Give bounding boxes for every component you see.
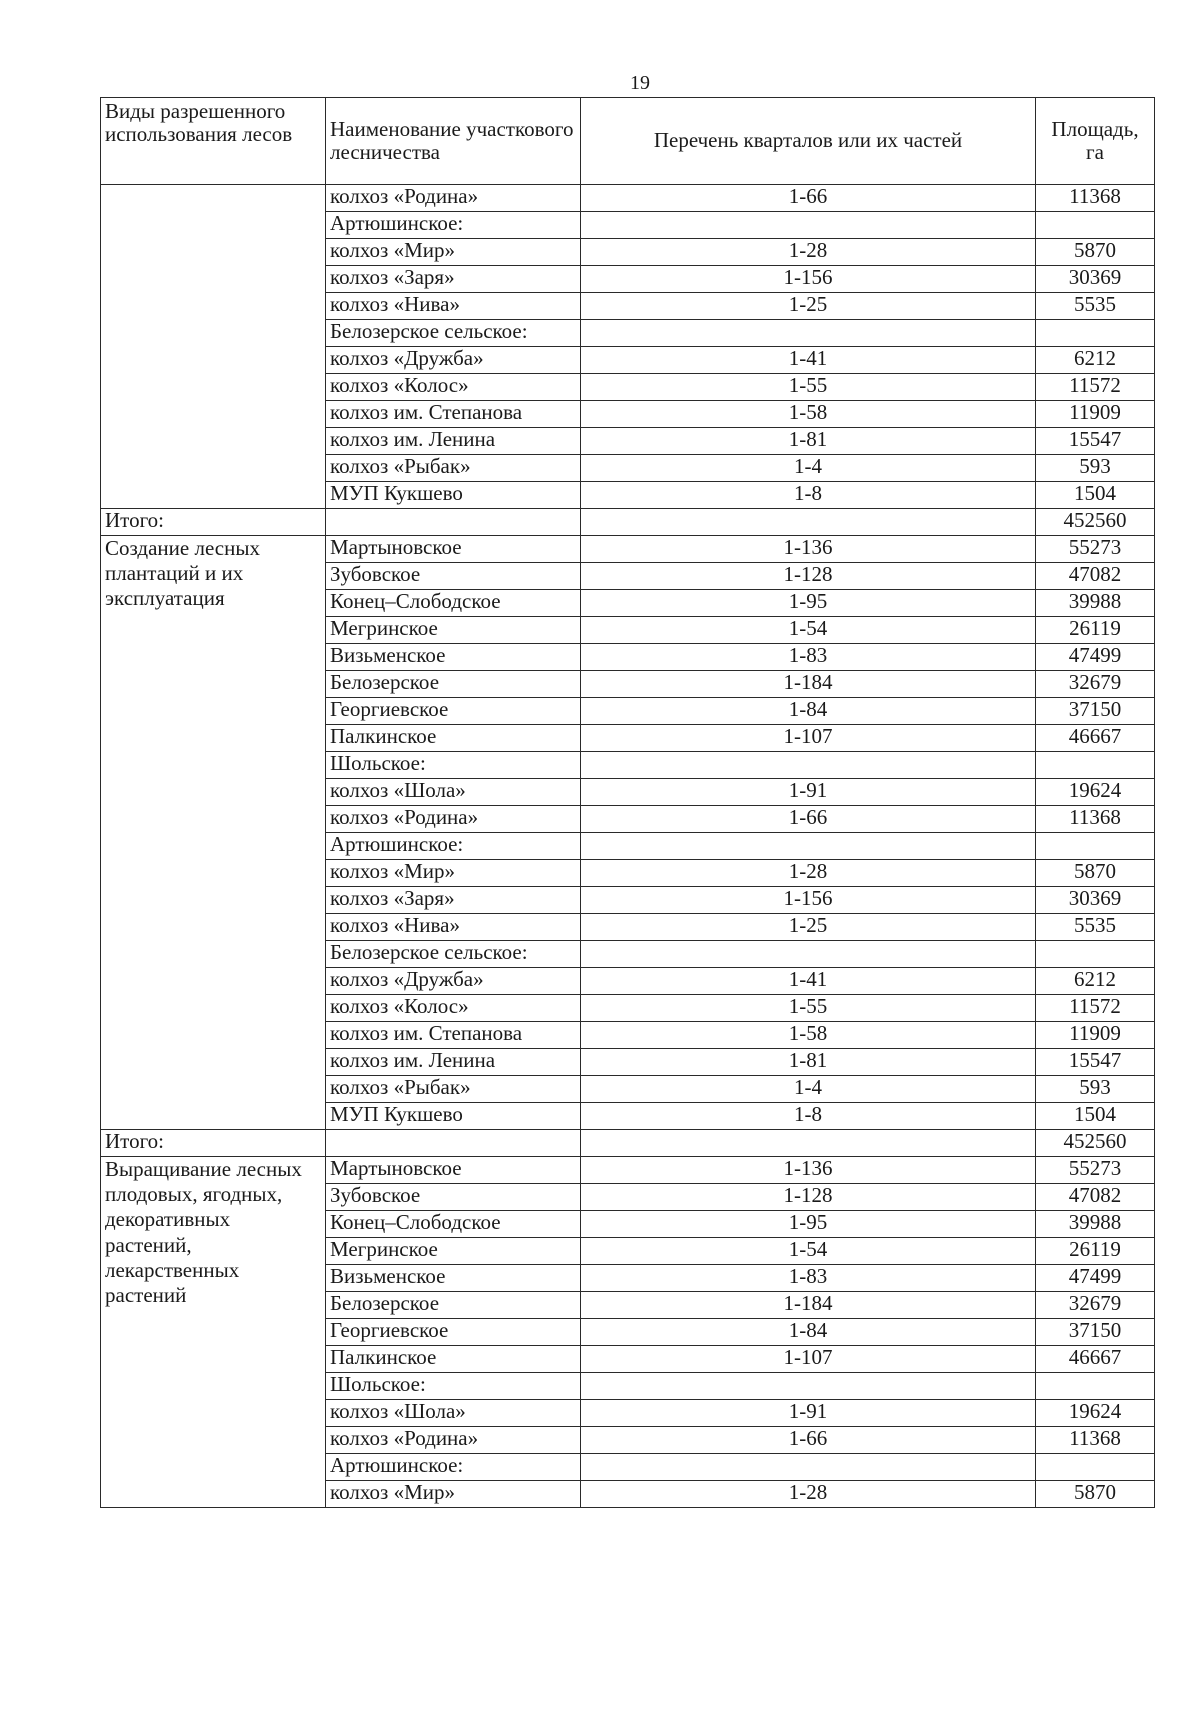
quarters-cell: 1-84 xyxy=(581,1319,1036,1346)
area-cell xyxy=(1036,1373,1155,1400)
quarters-cell: 1-41 xyxy=(581,347,1036,374)
quarters-cell: 1-107 xyxy=(581,1346,1036,1373)
quarters-cell: 1-128 xyxy=(581,1184,1036,1211)
forestry-name-cell: Визьменское xyxy=(326,644,581,671)
quarters-cell: 1-91 xyxy=(581,779,1036,806)
area-cell: 11572 xyxy=(1036,995,1155,1022)
forestry-name-cell: колхоз «Заря» xyxy=(326,887,581,914)
forestry-name-cell: Палкинское xyxy=(326,725,581,752)
total-row xyxy=(101,1130,1155,1157)
area-cell: 11368 xyxy=(1036,1427,1155,1454)
quarters-cell: 1-66 xyxy=(581,1427,1036,1454)
quarters-cell: 1-83 xyxy=(581,1265,1036,1292)
area-cell: 37150 xyxy=(1036,698,1155,725)
area-cell: 47499 xyxy=(1036,644,1155,671)
forestry-name-cell: Артюшинское: xyxy=(326,1454,581,1481)
header-forestry: Наименование участкового лесничества xyxy=(326,98,581,185)
quarters-cell: 1-95 xyxy=(581,590,1036,617)
forestry-name-cell: колхоз «Заря» xyxy=(326,266,581,293)
area-cell: 47082 xyxy=(1036,563,1155,590)
use-type-cell: Выращивание лесных плодовых, ягодных, декоративных растений, лекарственных растений xyxy=(101,1157,326,1508)
quarters-cell xyxy=(581,212,1036,239)
forestry-name-cell: Белозерское сельское: xyxy=(326,941,581,968)
forestry-name-cell: Мегринское xyxy=(326,617,581,644)
area-cell xyxy=(1036,752,1155,779)
quarters-cell: 1-25 xyxy=(581,293,1036,320)
quarters-cell: 1-84 xyxy=(581,698,1036,725)
quarters-cell: 1-4 xyxy=(581,455,1036,482)
header-quarters: Перечень кварталов или их частей xyxy=(581,98,1036,185)
quarters-cell: 1-81 xyxy=(581,1049,1036,1076)
total-empty-cell xyxy=(326,1130,581,1157)
area-cell: 46667 xyxy=(1036,1346,1155,1373)
forestry-name-cell: Шольское: xyxy=(326,1373,581,1400)
area-cell xyxy=(1036,320,1155,347)
area-cell: 39988 xyxy=(1036,1211,1155,1238)
forestry-name-cell: колхоз «Шола» xyxy=(326,779,581,806)
quarters-cell: 1-55 xyxy=(581,995,1036,1022)
forestry-name-cell: Зубовское xyxy=(326,1184,581,1211)
use-type-cell xyxy=(101,185,326,509)
forestry-name-cell: Белозерское xyxy=(326,671,581,698)
forestry-name-cell: Артюшинское: xyxy=(326,833,581,860)
quarters-cell: 1-66 xyxy=(581,185,1036,212)
quarters-cell xyxy=(581,1454,1036,1481)
quarters-cell: 1-4 xyxy=(581,1076,1036,1103)
quarters-cell: 1-8 xyxy=(581,482,1036,509)
quarters-cell: 1-54 xyxy=(581,1238,1036,1265)
area-cell: 5870 xyxy=(1036,860,1155,887)
quarters-cell: 1-184 xyxy=(581,671,1036,698)
area-cell: 32679 xyxy=(1036,1292,1155,1319)
quarters-cell: 1-41 xyxy=(581,968,1036,995)
area-cell: 19624 xyxy=(1036,1400,1155,1427)
forestry-name-cell: Мартыновское xyxy=(326,1157,581,1184)
quarters-cell: 1-107 xyxy=(581,725,1036,752)
forestry-name-cell: колхоз «Мир» xyxy=(326,1481,581,1508)
table-row xyxy=(101,185,1155,212)
area-cell: 11368 xyxy=(1036,185,1155,212)
area-cell: 19624 xyxy=(1036,779,1155,806)
total-empty-cell xyxy=(581,509,1036,536)
area-cell: 39988 xyxy=(1036,590,1155,617)
forestry-name-cell: колхоз «Дружба» xyxy=(326,347,581,374)
total-area-cell: 452560 xyxy=(1036,1130,1155,1157)
forestry-name-cell: колхоз им. Ленина xyxy=(326,428,581,455)
forestry-name-cell: колхоз «Дружба» xyxy=(326,968,581,995)
area-cell: 32679 xyxy=(1036,671,1155,698)
forestry-name-cell: колхоз им. Степанова xyxy=(326,1022,581,1049)
area-cell: 5870 xyxy=(1036,1481,1155,1508)
area-cell xyxy=(1036,212,1155,239)
quarters-cell xyxy=(581,941,1036,968)
table-row xyxy=(101,536,1155,563)
use-type-cell: Создание лесных плантаций и их эксплуатация xyxy=(101,536,326,1130)
quarters-cell: 1-136 xyxy=(581,1157,1036,1184)
area-cell: 11572 xyxy=(1036,374,1155,401)
table-row xyxy=(101,1157,1155,1184)
total-empty-cell xyxy=(581,1130,1036,1157)
area-cell: 11909 xyxy=(1036,1022,1155,1049)
area-cell xyxy=(1036,941,1155,968)
quarters-cell: 1-28 xyxy=(581,239,1036,266)
quarters-cell xyxy=(581,752,1036,779)
quarters-cell: 1-156 xyxy=(581,266,1036,293)
forestry-name-cell: колхоз «Родина» xyxy=(326,806,581,833)
quarters-cell: 1-54 xyxy=(581,617,1036,644)
area-cell: 5535 xyxy=(1036,914,1155,941)
forestry-name-cell: Мегринское xyxy=(326,1238,581,1265)
quarters-cell: 1-58 xyxy=(581,1022,1036,1049)
quarters-cell: 1-81 xyxy=(581,428,1036,455)
forestry-name-cell: Белозерское xyxy=(326,1292,581,1319)
quarters-cell: 1-28 xyxy=(581,860,1036,887)
forestry-name-cell: колхоз им. Степанова xyxy=(326,401,581,428)
area-cell: 55273 xyxy=(1036,1157,1155,1184)
total-empty-cell xyxy=(326,509,581,536)
page-number: 19 xyxy=(630,72,650,94)
quarters-cell: 1-55 xyxy=(581,374,1036,401)
area-cell: 6212 xyxy=(1036,968,1155,995)
quarters-cell: 1-128 xyxy=(581,563,1036,590)
area-cell xyxy=(1036,1454,1155,1481)
forestry-name-cell: колхоз «Мир» xyxy=(326,239,581,266)
quarters-cell: 1-25 xyxy=(581,914,1036,941)
quarters-cell: 1-58 xyxy=(581,401,1036,428)
area-cell: 5535 xyxy=(1036,293,1155,320)
quarters-cell: 1-184 xyxy=(581,1292,1036,1319)
header-area: Площадь, га xyxy=(1036,98,1155,185)
forestry-name-cell: колхоз «Рыбак» xyxy=(326,455,581,482)
forestry-name-cell: МУП Кукшево xyxy=(326,482,581,509)
area-cell: 15547 xyxy=(1036,1049,1155,1076)
area-cell: 593 xyxy=(1036,1076,1155,1103)
forestry-name-cell: Зубовское xyxy=(326,563,581,590)
quarters-cell xyxy=(581,1373,1036,1400)
forestry-name-cell: колхоз «Мир» xyxy=(326,860,581,887)
forestry-name-cell: Шольское: xyxy=(326,752,581,779)
table-header xyxy=(101,98,1155,185)
area-cell: 47082 xyxy=(1036,1184,1155,1211)
quarters-cell: 1-91 xyxy=(581,1400,1036,1427)
area-cell: 37150 xyxy=(1036,1319,1155,1346)
area-cell: 15547 xyxy=(1036,428,1155,455)
forestry-name-cell: колхоз «Нива» xyxy=(326,293,581,320)
area-cell: 5870 xyxy=(1036,239,1155,266)
quarters-cell: 1-95 xyxy=(581,1211,1036,1238)
area-cell: 593 xyxy=(1036,455,1155,482)
forestry-name-cell: МУП Кукшево xyxy=(326,1103,581,1130)
forest-use-table xyxy=(100,97,1155,1508)
area-cell: 1504 xyxy=(1036,1103,1155,1130)
quarters-cell xyxy=(581,833,1036,860)
forestry-name-cell: колхоз «Шола» xyxy=(326,1400,581,1427)
forestry-name-cell: Белозерское сельское: xyxy=(326,320,581,347)
forestry-name-cell: Визьменское xyxy=(326,1265,581,1292)
area-cell: 11368 xyxy=(1036,806,1155,833)
area-cell: 47499 xyxy=(1036,1265,1155,1292)
header-row xyxy=(101,98,1155,185)
area-cell: 26119 xyxy=(1036,617,1155,644)
forestry-name-cell: Палкинское xyxy=(326,1346,581,1373)
forestry-name-cell: колхоз «Нива» xyxy=(326,914,581,941)
quarters-cell: 1-66 xyxy=(581,806,1036,833)
area-cell: 46667 xyxy=(1036,725,1155,752)
total-label-cell: Итого: xyxy=(101,509,326,536)
header-use-type: Виды разрешенного использования лесов xyxy=(101,98,326,185)
forestry-name-cell: Георгиевское xyxy=(326,1319,581,1346)
area-cell: 11909 xyxy=(1036,401,1155,428)
forestry-name-cell: Георгиевское xyxy=(326,698,581,725)
forestry-name-cell: Конец–Слободское xyxy=(326,590,581,617)
table-body xyxy=(101,185,1155,1508)
forestry-name-cell: Мартыновское xyxy=(326,536,581,563)
area-cell xyxy=(1036,833,1155,860)
area-cell: 30369 xyxy=(1036,266,1155,293)
area-cell: 30369 xyxy=(1036,887,1155,914)
quarters-cell: 1-136 xyxy=(581,536,1036,563)
forestry-name-cell: Конец–Слободское xyxy=(326,1211,581,1238)
area-cell: 55273 xyxy=(1036,536,1155,563)
area-cell: 6212 xyxy=(1036,347,1155,374)
area-cell: 26119 xyxy=(1036,1238,1155,1265)
quarters-cell: 1-83 xyxy=(581,644,1036,671)
forestry-name-cell: колхоз «Родина» xyxy=(326,185,581,212)
forestry-name-cell: колхоз «Рыбак» xyxy=(326,1076,581,1103)
forestry-name-cell: колхоз им. Ленина xyxy=(326,1049,581,1076)
quarters-cell: 1-28 xyxy=(581,1481,1036,1508)
quarters-cell xyxy=(581,320,1036,347)
total-area-cell: 452560 xyxy=(1036,509,1155,536)
area-cell: 1504 xyxy=(1036,482,1155,509)
forestry-name-cell: колхоз «Родина» xyxy=(326,1427,581,1454)
total-row xyxy=(101,509,1155,536)
forestry-name-cell: колхоз «Колос» xyxy=(326,374,581,401)
forestry-name-cell: колхоз «Колос» xyxy=(326,995,581,1022)
quarters-cell: 1-8 xyxy=(581,1103,1036,1130)
quarters-cell: 1-156 xyxy=(581,887,1036,914)
forestry-name-cell: Артюшинское: xyxy=(326,212,581,239)
total-label-cell: Итого: xyxy=(101,1130,326,1157)
